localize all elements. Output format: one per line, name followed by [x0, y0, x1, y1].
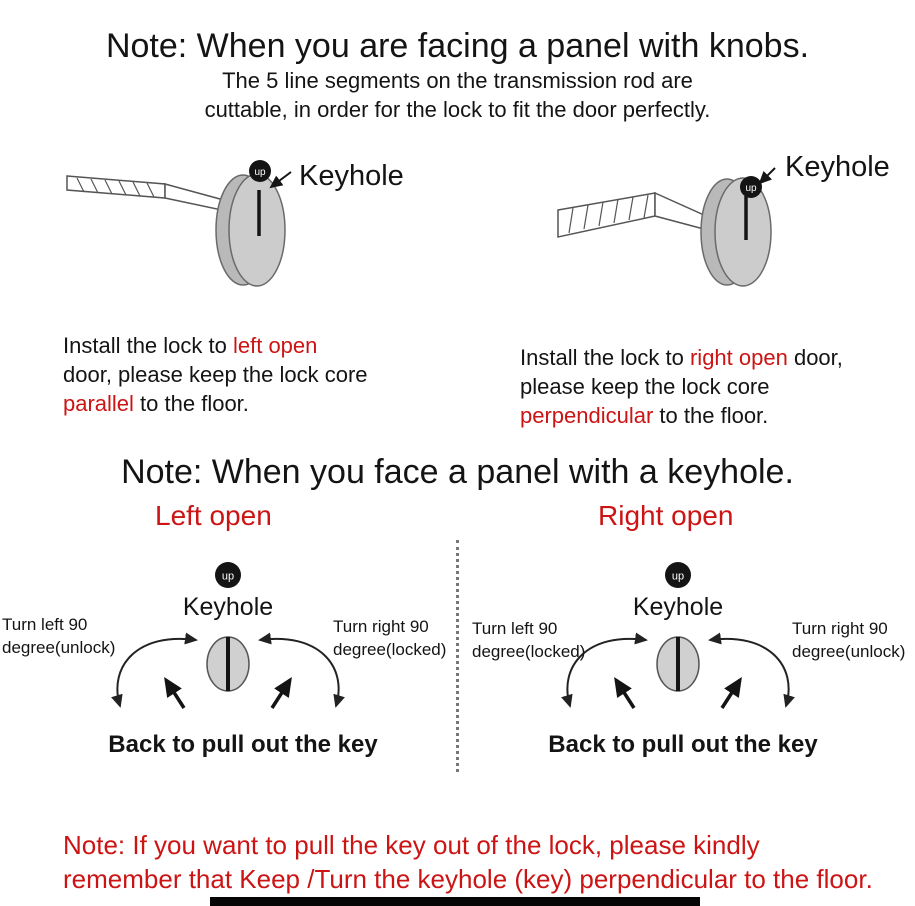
turn-label-line: Turn right 90 — [333, 617, 429, 636]
right-open-heading: Right open — [598, 500, 734, 531]
up-badge-label: up — [745, 183, 757, 194]
turn-label-line: Turn left 90 — [2, 615, 88, 634]
caption-highlight-right-open: right open — [689, 345, 788, 370]
knobs-section-subtitle: The 5 line segments on the transmission rod are cuttable, in order for the lock to fit the door perfectly. — [204, 68, 711, 122]
turn-label-line: degree(locked) — [472, 642, 586, 661]
turn-label-line: degree(locked) — [333, 640, 447, 659]
left-install-caption — [63, 331, 371, 418]
caption-highlight-parallel: parallel — [63, 391, 134, 416]
right-lock-illustration — [545, 138, 915, 308]
right-panel-turn-left-label — [472, 617, 585, 663]
left-panel-turn-right-label — [333, 615, 446, 661]
up-badge-label: up — [671, 570, 685, 583]
left-back-label: Back to pull out the key — [108, 731, 378, 758]
turn-label-line: degree(unlock) — [792, 642, 906, 661]
keyhole-label: Keyhole — [632, 593, 724, 621]
keyhole-label: Keyhole — [182, 593, 274, 621]
right-panel-turn-right-label — [792, 617, 905, 663]
caption-text: door, please keep the lock core — [520, 345, 843, 399]
turn-label-line: degree(unlock) — [2, 638, 116, 657]
keyhole-label: Keyhole — [299, 160, 404, 192]
caption-text: to the floor. — [653, 403, 769, 428]
turn-left-arc-arrow — [117, 639, 196, 706]
turn-label-line: Turn right 90 — [792, 619, 888, 638]
transmission-rod-hatched-segment — [558, 193, 655, 237]
back-position-arrow-right — [722, 680, 740, 708]
up-badge-label: up — [221, 570, 235, 583]
back-position-arrow-left — [166, 680, 184, 708]
left-open-heading: Left open — [155, 500, 272, 531]
knobs-section-title: Note: When you are facing a panel with knobs. — [105, 26, 810, 65]
lock-knob-face — [229, 174, 285, 286]
left-lock-illustration — [55, 138, 435, 308]
keyhole-pointer-arrow — [760, 168, 775, 183]
panel-divider — [456, 540, 459, 772]
right-back-label: Back to pull out the key — [548, 731, 818, 758]
caption-text: to the floor. — [133, 391, 249, 416]
caption-highlight-left-open: left open — [232, 333, 318, 358]
caption-text: Install the lock to — [520, 345, 690, 370]
caption-text: Install the lock to — [63, 333, 233, 358]
up-badge-label: up — [254, 167, 266, 178]
caption-text: door, please keep the lock core — [63, 362, 368, 387]
right-install-caption — [520, 343, 872, 430]
caption-highlight-perpendicular: perpendicular — [520, 403, 654, 428]
bottom-note: Note: If you want to pull the key out of the lock, please kindly remember that Keep /Turn the keyhole (key) perpendicular to the floor. — [63, 830, 873, 894]
back-position-arrow-right — [272, 680, 290, 708]
keyhole-pointer-arrow — [271, 172, 291, 187]
keyhole-label: Keyhole — [785, 151, 890, 183]
keyhole-section-title: Note: When you face a panel with a keyhole. — [121, 452, 794, 491]
left-panel-turn-left-label — [2, 613, 115, 659]
turn-right-arc-arrow — [710, 639, 789, 706]
turn-right-arc-arrow — [260, 639, 339, 706]
back-position-arrow-left — [616, 680, 634, 708]
turn-label-line: Turn left 90 — [472, 619, 558, 638]
bottom-black-bar — [210, 897, 700, 906]
